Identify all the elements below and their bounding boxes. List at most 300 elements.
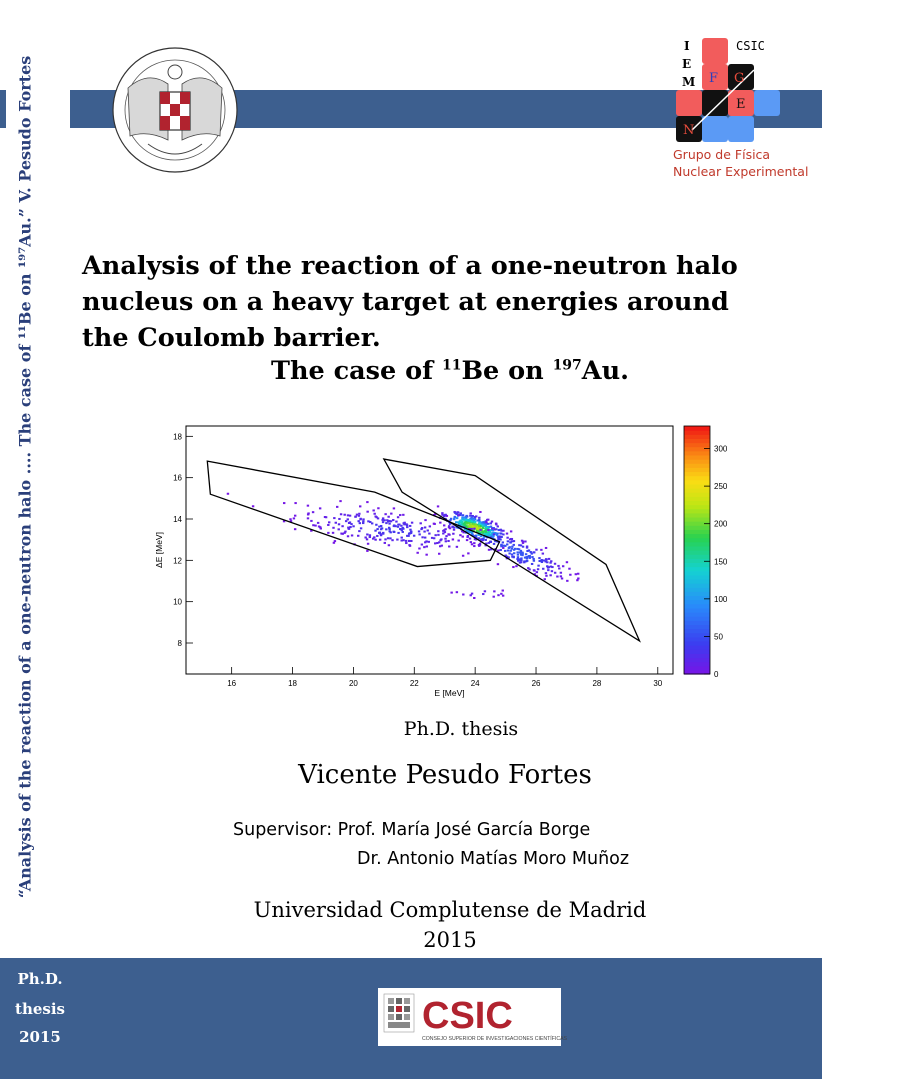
heatmap-cell — [544, 578, 546, 580]
heatmap-cell — [521, 540, 523, 542]
heatmap-cell — [453, 518, 455, 520]
heatmap-cell — [381, 527, 383, 529]
mass-number-be: 11 — [441, 357, 462, 374]
heatmap-cell — [339, 500, 341, 502]
colorbar-segment — [684, 505, 710, 510]
heatmap-cell — [352, 525, 354, 527]
heatmap-cell — [443, 524, 445, 526]
heatmap-cell — [347, 514, 349, 516]
heatmap-cell — [504, 545, 506, 547]
colorbar-segment — [684, 558, 710, 563]
heatmap-cell — [470, 526, 472, 528]
heatmap-cell — [451, 526, 453, 528]
heatmap-cell — [444, 538, 446, 540]
heatmap-cell — [439, 522, 441, 524]
university-seal-logo — [108, 40, 242, 180]
colorbar-segment — [684, 612, 710, 617]
heatmap-cell — [455, 513, 457, 515]
heatmap-cell — [359, 522, 361, 524]
heatmap-cell — [520, 561, 522, 563]
heatmap-cell — [471, 533, 473, 535]
heatmap-cell — [577, 573, 579, 575]
heatmap-cell — [511, 548, 513, 550]
heatmap-cell — [466, 536, 468, 538]
heatmap-cell — [294, 502, 296, 504]
heatmap-cell — [547, 567, 549, 569]
heatmap-cell — [496, 534, 498, 536]
heatmap-cell — [389, 537, 391, 539]
heatmap-cell — [457, 514, 459, 516]
colorbar-segment — [684, 430, 710, 435]
heatmap-cell — [338, 523, 340, 525]
heatmap-cell — [490, 522, 492, 524]
heatmap-cell — [399, 528, 401, 530]
heatmap-cell — [531, 556, 533, 558]
heatmap-cell — [319, 507, 321, 509]
heatmap-cell — [524, 557, 526, 559]
heatmap-cell — [560, 575, 562, 577]
y-tick-label: 18 — [173, 432, 182, 442]
colorbar-segment — [684, 587, 710, 592]
heatmap-cell — [385, 528, 387, 530]
heatmap-cell — [362, 518, 364, 520]
heatmap-cell — [506, 533, 508, 535]
heatmap-cell — [418, 547, 420, 549]
heatmap-cell — [479, 529, 481, 531]
colorbar-segment — [684, 657, 710, 662]
heatmap-cell — [478, 521, 480, 523]
heatmap-cell — [369, 536, 371, 538]
heatmap-cell — [512, 556, 514, 558]
heatmap-cell — [540, 549, 542, 551]
heatmap-cell — [307, 505, 309, 507]
heatmap-cell — [507, 540, 509, 542]
heatmap-cell — [510, 550, 512, 552]
iem-csic-label: CSIC — [736, 39, 765, 53]
heatmap-cell — [486, 533, 488, 535]
iem-grid-n: N — [683, 123, 695, 138]
colorbar-segment — [684, 649, 710, 654]
heatmap-cell — [420, 528, 422, 530]
colorbar-segment — [684, 583, 710, 588]
heatmap-cell — [411, 522, 413, 524]
heatmap-cell — [364, 536, 366, 538]
heatmap-cell — [327, 524, 329, 526]
heatmap-cell — [498, 529, 500, 531]
heatmap-cell — [520, 557, 522, 559]
heatmap-cell — [473, 545, 475, 547]
heatmap-cell — [401, 537, 403, 539]
heatmap-cell — [511, 546, 513, 548]
heatmap-cell — [524, 541, 526, 543]
iem-grid-e: E — [736, 97, 746, 112]
heatmap-cell — [508, 546, 510, 548]
heatmap-cell — [497, 536, 499, 538]
heatmap-cell — [561, 578, 563, 580]
y-tick-label: 8 — [177, 639, 182, 648]
heatmap-cell — [366, 550, 368, 552]
heatmap-cell — [510, 530, 512, 532]
heatmap-cell — [484, 590, 486, 592]
heatmap-cell — [542, 568, 544, 570]
heatmap-cell — [456, 591, 458, 593]
heatmap-cell — [477, 528, 479, 530]
heatmap-cell — [517, 554, 519, 556]
colorbar-segment — [684, 471, 710, 476]
heatmap-cell — [390, 513, 392, 515]
colorbar-segment — [684, 600, 710, 605]
bottom-band-year: 2015 — [19, 1028, 61, 1046]
heatmap-cell — [521, 552, 523, 554]
heatmap-cell — [441, 545, 443, 547]
heatmap-cell — [490, 526, 492, 528]
heatmap-cell — [372, 509, 374, 511]
heatmap-cell — [310, 520, 312, 522]
heatmap-cell — [551, 570, 553, 572]
heatmap-cell — [437, 534, 439, 536]
heatmap-cell — [349, 515, 351, 517]
heatmap-cell — [360, 527, 362, 529]
colorbar-segment — [684, 571, 710, 576]
heatmap-cell — [392, 519, 394, 521]
heatmap-cell — [459, 534, 461, 536]
heatmap-cell — [482, 521, 484, 523]
heatmap-cell — [349, 526, 351, 528]
heatmap-cell — [447, 540, 449, 542]
heatmap-cell — [447, 533, 449, 535]
heatmap-cell — [403, 522, 405, 524]
colorbar-segment — [684, 443, 710, 448]
colorbar-tick-label: 300 — [714, 444, 728, 454]
heatmap-cell — [466, 539, 468, 541]
x-axis-label: E [MeV] — [434, 688, 465, 698]
colorbar-segment — [684, 492, 710, 497]
heatmap-cell — [493, 596, 495, 598]
heatmap-cell — [500, 593, 502, 595]
colorbar-segment — [684, 604, 710, 609]
heatmap-cell — [558, 567, 560, 569]
colorbar-segment — [684, 451, 710, 456]
colorbar-tick-label: 0 — [714, 670, 719, 679]
colorbar-segment — [684, 575, 710, 580]
heatmap-cell — [332, 532, 334, 534]
heatmap-cell — [506, 537, 508, 539]
colorbar-segment — [684, 447, 710, 452]
heatmap-cell — [433, 537, 435, 539]
heatmap-cell — [545, 559, 547, 561]
heatmap-cell — [523, 561, 525, 563]
heatmap-cell — [515, 565, 517, 567]
heatmap-cell — [474, 521, 476, 523]
plot-frame — [186, 426, 673, 674]
iem-letter-m: M — [682, 75, 696, 89]
heatmap-cell — [376, 528, 378, 530]
heatmap-cell — [482, 593, 484, 595]
heatmap-cell — [312, 511, 314, 513]
heatmap-cell — [366, 533, 368, 535]
y-tick-label: 16 — [173, 473, 182, 483]
heatmap-cell — [502, 595, 504, 597]
heatmap-cell — [357, 520, 359, 522]
colorbar-tick-label: 250 — [714, 482, 728, 492]
colorbar-segment — [684, 550, 710, 555]
heatmap-cell — [347, 535, 349, 537]
heatmap-cell — [441, 512, 443, 514]
heatmap-cell — [358, 513, 360, 515]
heatmap-cell — [513, 549, 515, 551]
heatmap-cell — [367, 543, 369, 545]
heatmap-cell — [320, 528, 322, 530]
heatmap-cell — [314, 525, 316, 527]
heatmap-cell — [446, 515, 448, 517]
heatmap-cell — [421, 536, 423, 538]
heatmap-cell — [507, 550, 509, 552]
heatmap-cell — [434, 542, 436, 544]
heatmap-cell — [357, 535, 359, 537]
thesis-title — [82, 248, 812, 356]
heatmap-cell — [512, 566, 514, 568]
heatmap-cell — [437, 505, 439, 507]
heatmap-cell — [532, 558, 534, 560]
heatmap-cell — [485, 539, 487, 541]
heatmap-cell — [537, 565, 539, 567]
heatmap-cell — [504, 550, 506, 552]
heatmap-cell — [409, 529, 411, 531]
heatmap-cell — [307, 512, 309, 514]
colorbar-segment — [684, 595, 710, 600]
heatmap-cell — [347, 518, 349, 520]
heatmap-cell — [488, 549, 490, 551]
heatmap-cell — [491, 521, 493, 523]
heatmap-cell — [541, 561, 543, 563]
colorbar-segment — [684, 653, 710, 658]
heatmap-cell — [333, 542, 335, 544]
heatmap-cell — [473, 519, 475, 521]
heatmap-cell — [497, 538, 499, 540]
heatmap-cell — [473, 597, 475, 599]
heatmap-cell — [450, 592, 452, 594]
supervisor-line-1: Supervisor: Prof. María José García Borge — [233, 820, 591, 840]
heatmap-cell — [410, 531, 412, 533]
heatmap-cell — [479, 544, 481, 546]
heatmap-cell — [380, 525, 382, 527]
y-tick-label: 14 — [173, 515, 182, 524]
colorbar-segment — [684, 533, 710, 538]
heatmap-cell — [556, 576, 558, 578]
heatmap-cell — [397, 526, 399, 528]
csic-wordmark: CSIC — [422, 995, 513, 1037]
heatmap-cell — [318, 526, 320, 528]
heatmap-cell — [545, 572, 547, 574]
colorbar-segment — [684, 509, 710, 514]
heatmap-cell — [488, 542, 490, 544]
heatmap-cell — [400, 540, 402, 542]
heatmap-cell — [388, 528, 390, 530]
heatmap-cell — [312, 524, 314, 526]
heatmap-cell — [469, 515, 471, 517]
heatmap-cell — [497, 563, 499, 565]
heatmap-cell — [434, 534, 436, 536]
colorbar-segment — [684, 517, 710, 522]
heatmap-cell — [475, 515, 477, 517]
heatmap-cell — [384, 538, 386, 540]
heatmap-cell — [485, 524, 487, 526]
heatmap-cell — [428, 533, 430, 535]
heatmap-cell — [442, 532, 444, 534]
colorbar-segment — [684, 624, 710, 629]
heatmap-cell — [340, 513, 342, 515]
heatmap-cell — [535, 549, 537, 551]
colorbar-segment — [684, 538, 710, 543]
heatmap-cell — [493, 533, 495, 535]
heatmap-cell — [393, 524, 395, 526]
heatmap-cell — [398, 524, 400, 526]
heatmap-cell — [438, 553, 440, 555]
heatmap-cell — [491, 528, 493, 530]
heatmap-cell — [442, 530, 444, 532]
heatmap-cell — [382, 521, 384, 523]
heatmap-cell — [542, 553, 544, 555]
heatmap-cell — [543, 560, 545, 562]
heatmap-cell — [424, 519, 426, 521]
colorbar-tick-label: 150 — [714, 557, 728, 567]
heatmap-cell — [335, 522, 337, 524]
colorbar-tick-label: 50 — [714, 632, 723, 642]
bottom-band-thesis: thesis — [15, 1000, 65, 1018]
y-tick-label: 10 — [173, 597, 182, 607]
colorbar-segment — [684, 438, 710, 443]
heatmap-cell — [342, 533, 344, 535]
colorbar-segment — [684, 455, 710, 460]
heatmap-cell — [445, 540, 447, 542]
heatmap-cell — [457, 521, 459, 523]
heatmap-cell — [359, 518, 361, 520]
heatmap-cell — [332, 527, 334, 529]
colorbar-segment — [684, 591, 710, 596]
heatmap-cell — [382, 533, 384, 535]
heatmap-cell — [438, 541, 440, 543]
heatmap-cell — [423, 546, 425, 548]
mass-number-au: 197 — [552, 357, 582, 374]
heatmap-cell — [485, 521, 487, 523]
heatmap-cell — [388, 523, 390, 525]
heatmap-cell — [356, 514, 358, 516]
title-line-1: Analysis of the reaction of a one-neutron halo — [82, 251, 738, 281]
heatmap-cell — [466, 523, 468, 525]
heatmap-cell — [464, 519, 466, 521]
heatmap-cell — [478, 523, 480, 525]
colorbar-segment — [684, 480, 710, 485]
heatmap-cell — [516, 558, 518, 560]
colorbar-segment — [684, 554, 710, 559]
heatmap-cell — [354, 516, 356, 518]
heatmap-cell — [424, 537, 426, 539]
delta-e-vs-e-heatmap — [150, 418, 728, 700]
heatmap-cell — [397, 532, 399, 534]
heatmap-cell — [359, 505, 361, 507]
heatmap-cell — [500, 530, 502, 532]
thesis-year: 2015 — [423, 928, 477, 952]
heatmap-cell — [453, 529, 455, 531]
heatmap-cell — [399, 514, 401, 516]
heatmap-cell — [470, 512, 472, 514]
heatmap-cell — [536, 571, 538, 573]
heatmap-cell — [424, 541, 426, 543]
heatmap-cell — [480, 535, 482, 537]
heatmap-cell — [367, 520, 369, 522]
colorbar-segment — [684, 629, 710, 634]
heatmap-cell — [548, 558, 550, 560]
heatmap-cell — [554, 563, 556, 565]
heatmap-cell — [468, 522, 470, 524]
heatmap-cell — [384, 542, 386, 544]
heatmap-cell — [533, 551, 535, 553]
thesis-subtitle: The case of $^{11}$Be on $^{197}$Au. — [271, 356, 629, 386]
heatmap-cell — [546, 561, 548, 563]
colorbar-segment — [684, 666, 710, 671]
heatmap-cell — [469, 520, 471, 522]
heatmap-cell — [460, 520, 462, 522]
heatmap-cell — [393, 507, 395, 509]
heatmap-cell — [344, 531, 346, 533]
heatmap-cell — [500, 544, 502, 546]
heatmap-cell — [445, 535, 447, 537]
heatmap-cell — [388, 530, 390, 532]
heatmap-cell — [474, 524, 476, 526]
spine-band-mark — [0, 90, 6, 128]
heatmap-cell — [537, 568, 539, 570]
heatmap-cell — [526, 545, 528, 547]
heatmap-cell — [467, 552, 469, 554]
heatmap-cell — [374, 539, 376, 541]
heatmap-cell — [397, 516, 399, 518]
heatmap-cell — [545, 547, 547, 549]
heatmap-cell — [518, 544, 520, 546]
heatmap-cell — [376, 535, 378, 537]
heatmap-cell — [566, 561, 568, 563]
heatmap-cell — [468, 531, 470, 533]
heatmap-cell — [457, 540, 459, 542]
heatmap-cell — [520, 559, 522, 561]
x-tick-label: 16 — [227, 679, 237, 688]
heatmap-cell — [325, 516, 327, 518]
heatmap-cell — [497, 525, 499, 527]
heatmap-cell — [569, 574, 571, 576]
heatmap-cell — [347, 527, 349, 529]
heatmap-cell — [452, 533, 454, 535]
heatmap-cell — [338, 518, 340, 520]
colorbar-segment — [684, 529, 710, 534]
y-tick-label: 12 — [173, 556, 182, 566]
heatmap-cell — [566, 580, 568, 582]
heatmap-cell — [472, 515, 474, 517]
heatmap-cell — [502, 590, 504, 592]
heatmap-cell — [500, 549, 502, 551]
heatmap-cell — [550, 566, 552, 568]
heatmap-cell — [405, 542, 407, 544]
heatmap-cell — [391, 539, 393, 541]
heatmap-cell — [433, 523, 435, 525]
heatmap-cell — [400, 525, 402, 527]
iem-caption — [673, 146, 808, 180]
heatmap-cell — [462, 514, 464, 516]
heatmap-cell — [530, 553, 532, 555]
heatmap-cell — [482, 527, 484, 529]
heatmap-cell — [493, 590, 495, 592]
colorbar-segment — [684, 579, 710, 584]
heatmap-cell — [392, 531, 394, 533]
heatmap-cell — [526, 550, 528, 552]
